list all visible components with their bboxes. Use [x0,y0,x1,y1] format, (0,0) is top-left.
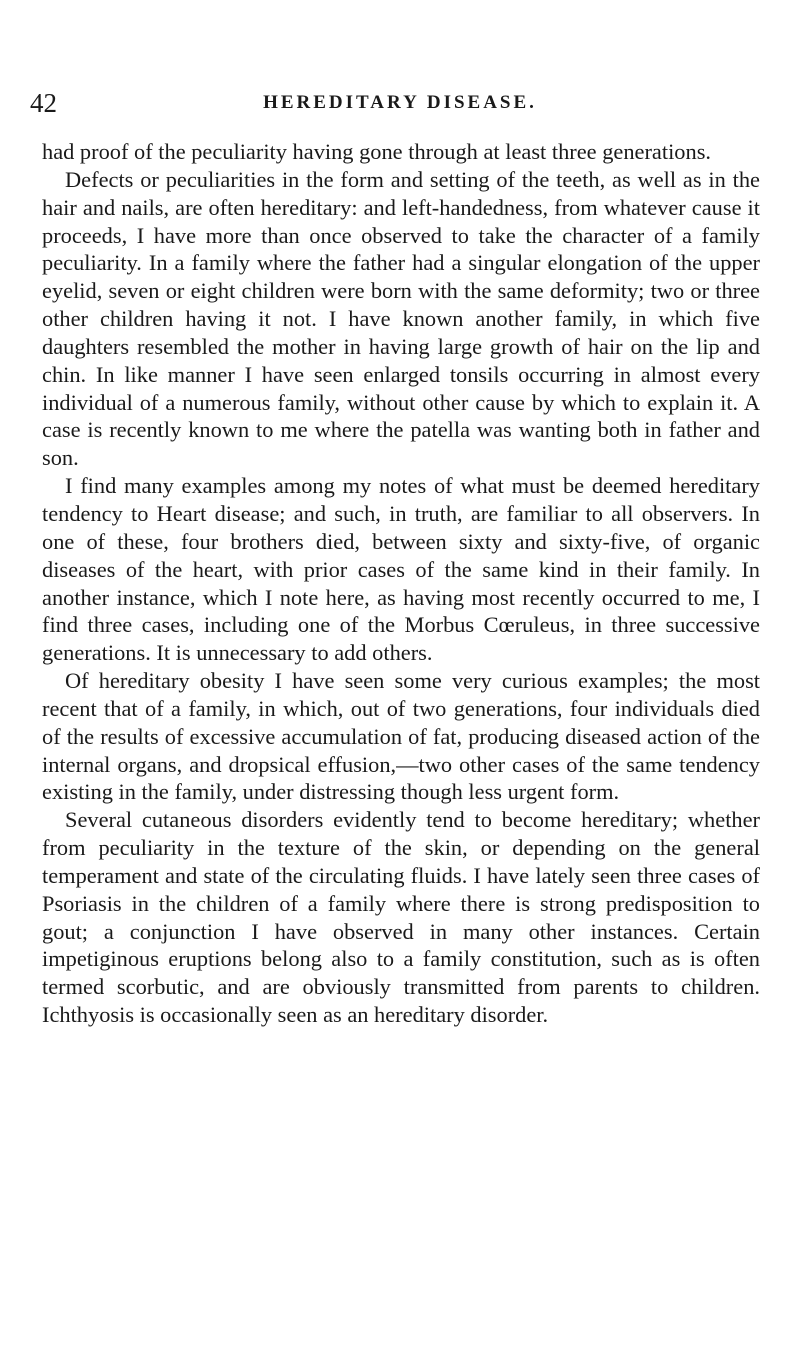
body-text [42,138,760,1029]
page-number: 42 [30,88,57,118]
paragraph-obesity: Of hereditary obesity I have seen some very curious examples; the most recent that of a family, in which, out of two generations, four individuals died of the results of excessive accumulation of fat, producing diseased action of the internal organs, and dropsical effusion,—two other cases of the same tendency existing in the family, under distressing though less urgent form. [42,668,760,805]
paragraph-heart-disease: I find many examples among my notes of what must be deemed hereditary tendency to Heart disease; and such, in truth, are familiar to all observers. In one of these, four brothers died, between sixty and sixty-five, of organic diseases of the heart, with prior cases of the same kind in their family. In another instance, which I note here, as having most recently occurred to me, I find three cases, including one of the Morbus Cœruleus, in three successive generations. It is unnecessary to add others. [42,473,760,666]
paragraph-defects: Defects or peculiarities in the form and setting of the teeth, as well as in the hair and nails, are often hereditary: and left-handedness, from whatever cause it proceeds, I have more than once observed to take the character of a family peculiarity. In a family where the father had a singular elongation of the upper eyelid, seven or eight children were born with the same deformity; two or three other children having it not. I have known another family, in which five daughters resembled the mother in having large growth of hair on the lip and chin. In like manner I have seen enlarged tonsils occurring in almost every individual of a numerous family, without other cause by which to explain it. A case is recently known to me where the patella was wanting both in father and son. [42,166,760,471]
paragraph-continuation: had proof of the peculiarity having gone through at least three generations. [42,139,712,164]
running-head [30,88,770,118]
running-title: HEREDITARY DISEASE. [263,92,537,113]
paragraph-cutaneous: Several cutaneous disorders evidently tend to become hereditary; whether from peculiarity in the texture of the skin, or depending on the general temperament and state of the circulating fluids. I have lately seen three cases of Psoriasis in the children of a family where there is strong predisposition to gout; a conjunction I have observed in many other instances. Certain impetiginous eruptions belong also to a family constitution, such as is often termed scorbutic, and are obviously transmitted from parents to children. Ichthyosis is occasionally seen as an hereditary disorder. [42,807,760,1028]
